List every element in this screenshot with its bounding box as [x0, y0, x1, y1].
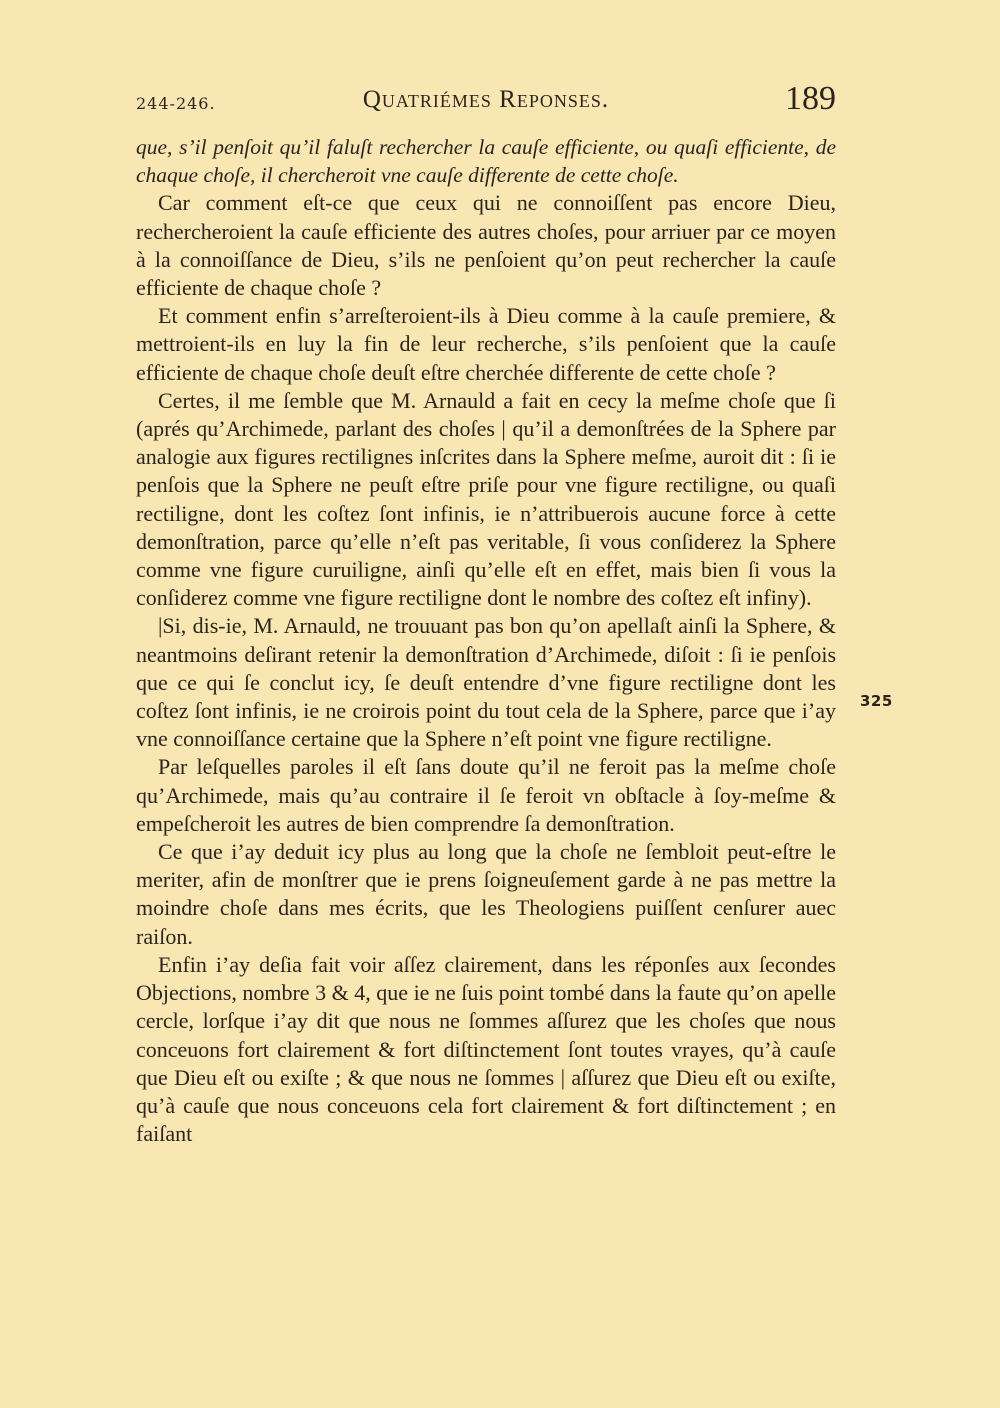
paragraph-continuation: que, s’il penſoit qu’il faluſt rechercher la cauſe efficiente, ou quaſi efficiente, de chaque choſe, il chercheroit vne cauſe differente de cette choſe.: [136, 135, 836, 188]
body-text: [136, 133, 836, 1148]
running-title: Quatriémes Reponses.: [362, 86, 610, 113]
paragraph: Et comment enfin s’arreſteroient-ils à Dieu comme à la cauſe premiere, & mettroient-ils en luy la fin de leur recherche, s’ils penſoient que la cauſe efficiente de chaque choſe deuſt eſtre cherchée differente de cette choſe ?: [136, 303, 836, 385]
paragraph: Ce que i’ay deduit icy plus au long que la choſe ne ſembloit peut-eſtre le meriter, afin de monſtrer que ie prens ſoigneuſement garde à ne pas mettre la moindre choſe dans mes écrits, que les Theologiens puiſſent cenſurer auec raiſon.: [136, 839, 836, 949]
paragraph: Enfin i’ay deſia fait voir aſſez clairement, dans les réponſes aux ſecondes Objections, nombre 3 & 4, que ie ne ſuis point tombé dans la faute qu’on apelle cercle, lorſque i’ay dit que nous ne ſommes aſſurez que les choſes que nous conceuons fort clairement & fort diſtinctement ſont toutes vrayes, qu’à cauſe que Dieu eſt ou exiſte ; & que nous ne ſommes | aſſurez que Dieu eſt ou exiſte, qu’à cauſe que nous conceuons cela fort clairement & fort diſtinctement ; en faiſant: [136, 951, 836, 1147]
margin-page-reference: 325: [860, 692, 893, 710]
paragraph: Car comment eſt-ce que ceux qui ne connoiſſent pas encore Dieu, rechercheroient la cauſe efficiente des autres choſes, pour arriuer par ce moyen à la connoiſſance de Dieu, s’ils ne penſoient qu’on peut rechercher la cauſe efficiente de chaque choſe ?: [136, 190, 836, 301]
paragraph: |Si, dis-ie, M. Arnauld, ne trouuant pas bon qu’on apellaſt ainſi la Sphere, & neantmoins deſirant retenir la demonſtration d’Archimede, diſoit : ſi ie penſois que ce qui ſe conclut icy, ſe deuſt entendre d’vne figure rectiligne dont les coſtez ſont infinis, ie ne croirois point du tout cela de la Sphere, parce que i’ay vne connoiſſance certaine que la Sphere n’eſt point vne figure rectiligne.: [136, 613, 836, 752]
paragraph: Certes, il me ſemble que M. Arnauld a fait en cecy la meſme choſe que ſi (aprés qu’Archimede, parlant des choſes | qu’il a demonſtrées de la Sphere par analogie aux figures rectilignes inſcrites dans la Sphere meſme, auroit dit : ſi ie penſois que la Sphere ne peuſt eſtre priſe pour vne figure rectiligne, ou quaſi rectiligne, dont les coſtez ſont infinis, ie n’attribuerois aucune force à cette demonſtration, parce qu’elle n’eſt pas veritable, ſi vous conſiderez la Sphere comme vne figure curuiligne, ainſi qu’elle eſt en effet, mais bien ſi vous la conſiderez comme vne figure rectiligne dont le nombre des coſtez eſt infiny).: [136, 387, 836, 611]
page-number: 189: [785, 80, 836, 117]
page-header: [136, 80, 836, 124]
paragraph: Par leſquelles paroles il eſt ſans doute qu’il ne feroit pas la meſme choſe qu’Archimede, mais qu’au contraire il ſe feroit vn obſtacle à ſoy-meſme & empeſcheroit les autres de bien comprendre ſa demonſtration.: [136, 754, 836, 836]
section-range: 244-246.: [136, 94, 216, 113]
